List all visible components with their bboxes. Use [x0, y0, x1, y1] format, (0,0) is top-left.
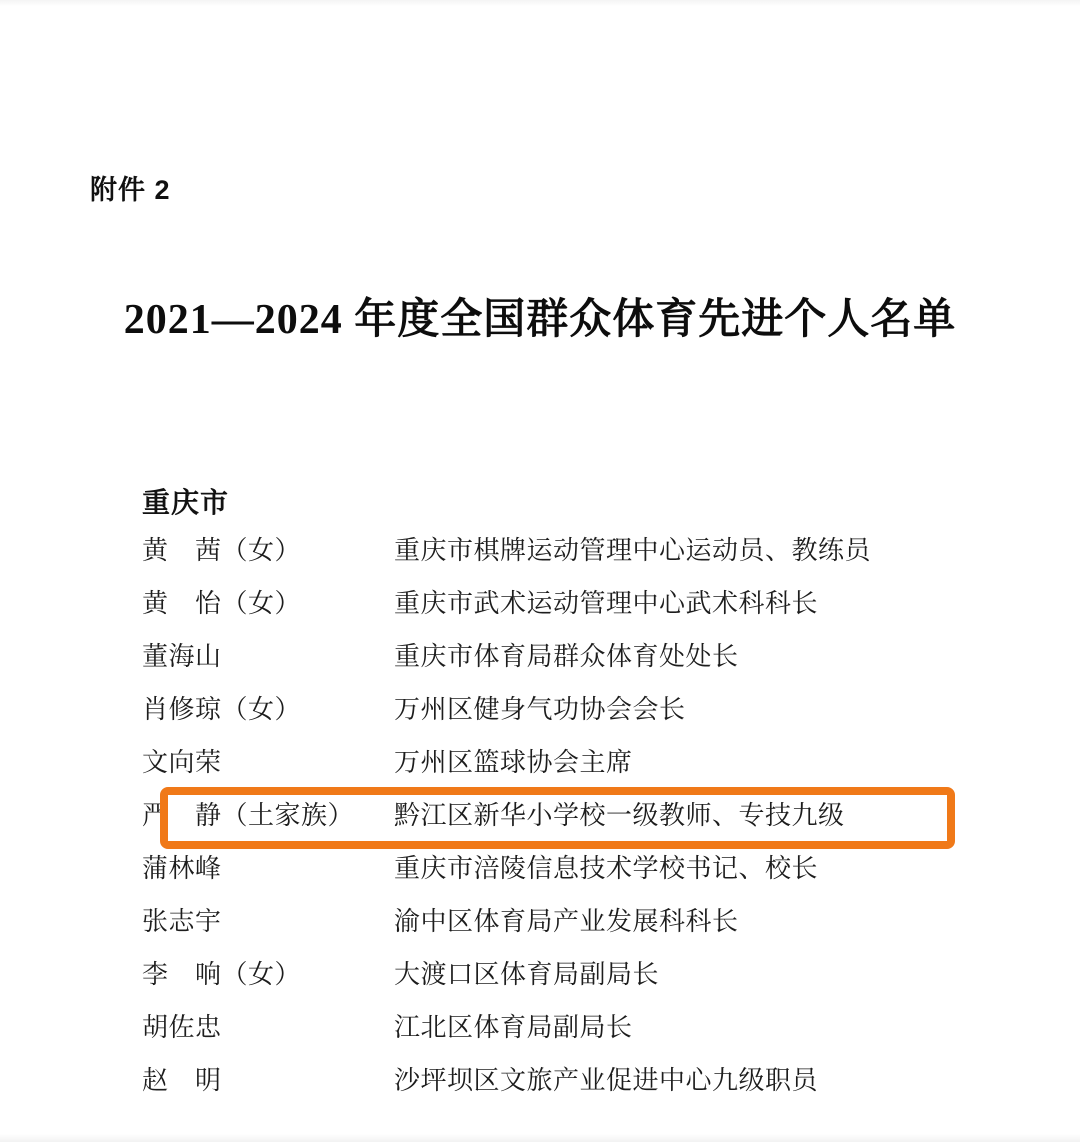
page-title: 2021—2024 年度全国群众体育先进个人名单: [123, 297, 957, 343]
list-item: [142, 1007, 982, 1060]
paper-top-edge: [0, 0, 1080, 6]
list-item: [142, 848, 982, 901]
awardee-description: 重庆市涪陵信息技术学校书记、校长: [394, 854, 819, 883]
region-heading: 重庆市: [142, 487, 230, 518]
attachment-label: 附件 2: [90, 175, 171, 205]
awardee-name: 胡佐忠: [142, 1013, 222, 1042]
awardee-name: 张志宇: [142, 907, 222, 936]
awardee-description: 万州区篮球协会主席: [394, 748, 633, 777]
awardee-description: 沙坪坝区文旅产业促进中心九级职员: [394, 1066, 819, 1095]
awardee-description: 大渡口区体育局副局长: [394, 960, 660, 989]
list-item: [142, 530, 982, 583]
list-item: [142, 1060, 982, 1113]
list-item: [142, 742, 982, 795]
awardee-description: 黔江区新华小学校一级教师、专技九级: [394, 801, 845, 830]
awardee-name: 李 响（女）: [142, 960, 302, 989]
list-item: [142, 636, 982, 689]
awardee-description: 江北区体育局副局长: [394, 1013, 633, 1042]
awardee-description: 重庆市体育局群众体育处处长: [394, 642, 739, 671]
list-item: [142, 583, 982, 636]
paper-bottom-edge: [0, 1134, 1080, 1142]
awardee-name: 黄 茜（女）: [142, 536, 302, 565]
list-item: [142, 901, 982, 954]
awardee-name: 赵 明: [142, 1066, 222, 1095]
awardee-name: 肖修琼（女）: [142, 695, 302, 724]
awardee-description: 万州区健身气功协会会长: [394, 695, 686, 724]
awardee-name: 董海山: [142, 642, 222, 671]
awardee-list: [142, 530, 982, 1113]
awardee-description: 重庆市武术运动管理中心武术科科长: [394, 589, 819, 618]
list-item-highlighted: [142, 795, 982, 848]
list-item: [142, 954, 982, 1007]
awardee-description: 渝中区体育局产业发展科科长: [394, 907, 739, 936]
awardee-description: 重庆市棋牌运动管理中心运动员、教练员: [394, 536, 872, 565]
awardee-name: 蒲林峰: [142, 854, 222, 883]
awardee-name: 文向荣: [142, 748, 222, 777]
awardee-name: 黄 怡（女）: [142, 589, 302, 618]
list-item: [142, 689, 982, 742]
awardee-name: 严 静（土家族）: [142, 801, 355, 830]
